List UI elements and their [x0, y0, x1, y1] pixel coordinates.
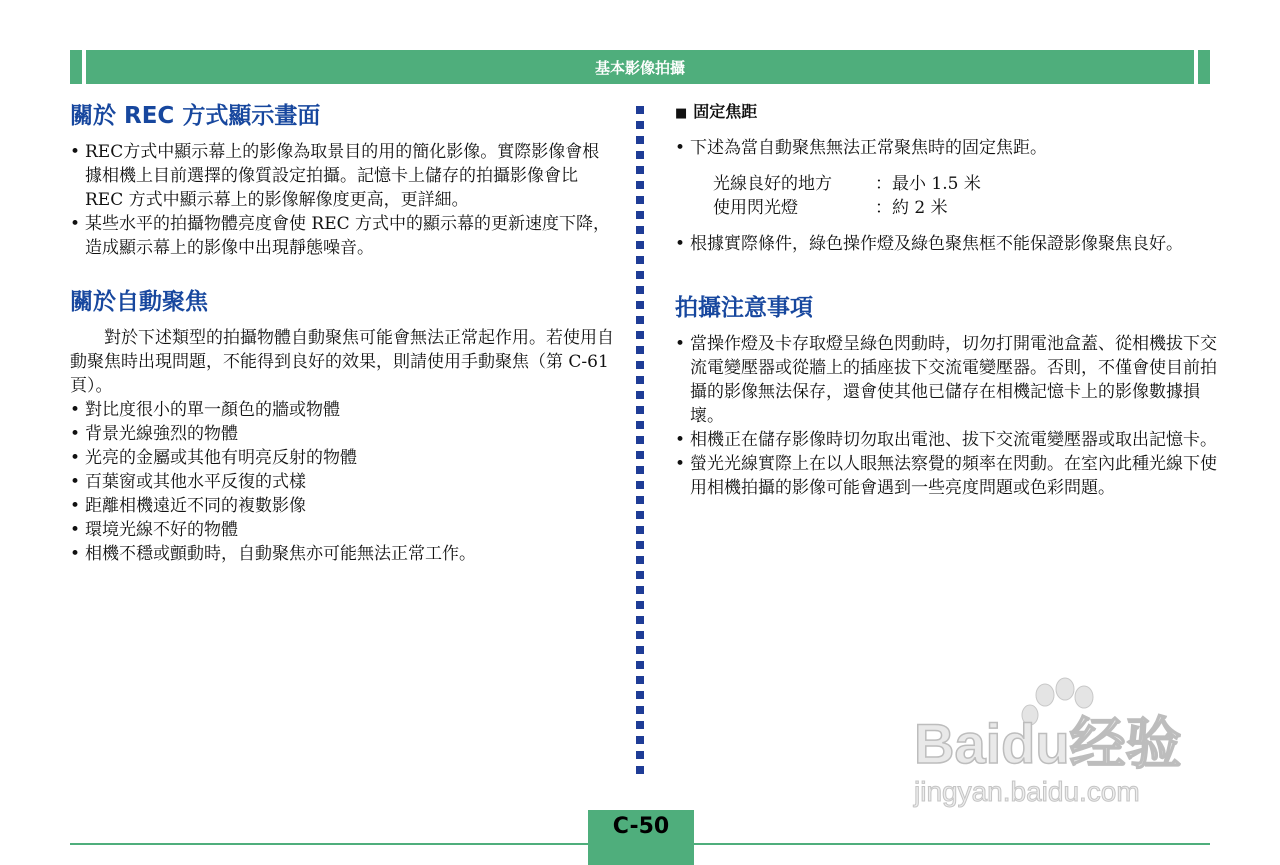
left-column	[70, 100, 615, 566]
list-item: • 相機不穩或顫動時，自動聚焦亦可能無法正常工作。	[70, 542, 615, 566]
subsection-fixed-focus	[675, 100, 1220, 126]
section-title-precautions: 拍攝注意事項	[675, 295, 813, 321]
spec-value: ：最小 1.5 米	[875, 174, 981, 194]
list-item: • 某些水平的拍攝物體亮度會使 REC 方式中的顯示幕的更新速度下降，造成顯示幕上的影像中出現靜態噪音。	[70, 212, 615, 260]
watermark-url: jingyan.baidu.com	[914, 776, 1140, 807]
rec-display-list	[70, 140, 615, 260]
header-bar	[70, 50, 1210, 84]
spec-label: 光線良好的地方	[713, 174, 832, 194]
list-item: • REC方式中顯示幕上的影像為取景目的用的簡化影像。實際影像會根據相機上目前選擇的像質設定拍攝。記憶卡上儲存的拍攝影像會比 REC 方式中顯示幕上的影像解像度更高，更詳細。	[70, 140, 615, 212]
section-title-autofocus: 關於自動聚焦	[70, 289, 208, 315]
fixed-focus-note-list	[675, 232, 1220, 256]
watermark-brand: Baidu经验	[914, 712, 1182, 775]
page-number: C-50	[612, 814, 670, 839]
spec-label: 使用閃光燈	[713, 198, 798, 218]
header-title: 基本影像拍攝	[594, 59, 685, 77]
fixed-focus-list	[675, 136, 1220, 160]
list-item: • 螢光光線實際上在以人眼無法察覺的頻率在閃動。在室內此種光線下使用相機拍攝的影像可能會遇到一些亮度問題或色彩問題。	[675, 452, 1220, 500]
list-item: • 距離相機遠近不同的複數影像	[70, 494, 615, 518]
right-column	[675, 100, 1220, 500]
precautions-list	[675, 332, 1220, 500]
list-item: • 相機正在儲存影像時切勿取出電池、拔下交流電變壓器或取出記憶卡。	[675, 428, 1220, 452]
list-item: • 光亮的金屬或其他有明亮反射的物體	[70, 446, 615, 470]
square-bullet-icon: ■	[675, 106, 688, 121]
page-number-box	[588, 810, 694, 865]
list-item: • 背景光線強烈的物體	[70, 422, 615, 446]
list-item: • 下述為當自動聚焦無法正常聚焦時的固定焦距。	[675, 136, 1220, 160]
spec-row	[713, 172, 1220, 196]
spec-row	[713, 196, 1220, 220]
list-item: • 根據實際條件，綠色操作燈及綠色聚焦框不能保證影像聚焦良好。	[675, 232, 1220, 256]
autofocus-list	[70, 398, 615, 566]
list-item: • 對比度很小的單一顏色的牆或物體	[70, 398, 615, 422]
spec-value: ：約 2 米	[875, 198, 948, 218]
column-divider	[636, 106, 644, 778]
baidu-watermark	[910, 675, 1210, 815]
section-title-rec-display: 關於 REC 方式顯示畫面	[70, 103, 321, 129]
list-item: • 當操作燈及卡存取燈呈綠色閃動時，切勿打開電池盒蓋、從相機拔下交流電變壓器或從牆上的插座拔下交流電變壓器。否則，不僅會使目前拍攝的影像無法保存，還會使其他已儲存在相機記憶卡上的影像數據損壞。	[675, 332, 1220, 428]
list-item: • 百葉窗或其他水平反復的式樣	[70, 470, 615, 494]
list-item: • 環境光線不好的物體	[70, 518, 615, 542]
subsection-title: 固定焦距	[693, 102, 758, 121]
focus-spec-table	[675, 172, 1220, 220]
autofocus-intro: 對於下述類型的拍攝物體自動聚焦可能會無法正常起作用。若使用自動聚焦時出現問題，不能得到良好的效果，則請使用手動聚焦（第 C-61 頁）。	[70, 328, 614, 396]
